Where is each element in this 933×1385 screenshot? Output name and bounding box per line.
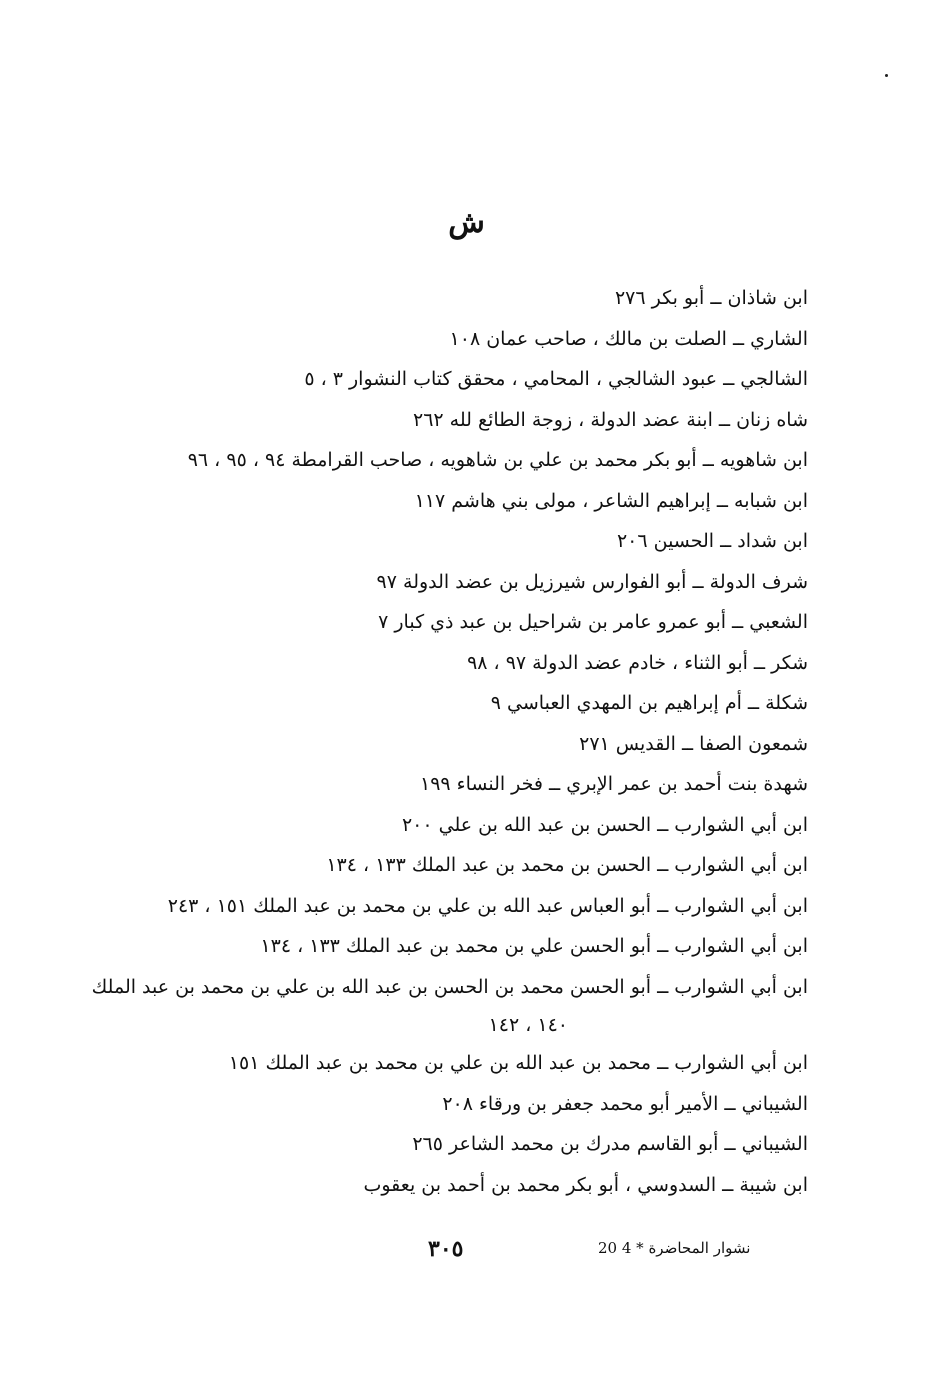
entry-text: الشيباني ــ الأمير أبو محمد جعفر بن ورقاء ٢٠٨ xyxy=(442,1092,808,1115)
index-entry xyxy=(108,440,808,481)
index-entry xyxy=(108,562,808,603)
entry-text: شكر ــ أبو الثناء ، خادم عضد الدولة ٩٧ ، ٩٨ xyxy=(467,651,808,674)
index-entry xyxy=(108,805,808,846)
index-entry xyxy=(108,278,808,319)
index-entry xyxy=(108,359,808,400)
index-entry xyxy=(108,1084,808,1125)
index-entry xyxy=(108,1165,808,1206)
entry-text: الشالجي ــ عبود الشالجي ، المحامي ، محقق كتاب النشوار ٣ ، ٥ xyxy=(304,368,808,390)
ink-speck xyxy=(885,74,888,77)
index-entry xyxy=(108,521,808,562)
entry-text: الشيباني ــ أبو القاسم مدرك بن محمد الشاعر ٢٦٥ xyxy=(412,1133,808,1155)
page-footer xyxy=(0,1236,933,1266)
index-entry xyxy=(108,319,808,360)
page-number: ٣٠٥ xyxy=(428,1236,464,1262)
entry-continuation: ١٤٠ ، ١٤٢ xyxy=(488,1014,568,1036)
index-entry xyxy=(108,926,808,967)
index-entry xyxy=(108,481,808,522)
index-entry xyxy=(108,886,808,927)
index-entry xyxy=(91,967,808,1044)
index-entry xyxy=(108,724,808,765)
index-entries xyxy=(91,278,808,1205)
entry-text: ابن أبي الشوارب ــ الحسن بن محمد بن عبد الملك ١٣٣ ، ١٣٤ xyxy=(326,854,808,876)
section-letter: ش xyxy=(448,205,485,240)
entry-text: ابن شبابه ــ إبراهيم الشاعر ، مولى بني هاشم ١١٧ xyxy=(414,489,808,512)
entry-text: ابن شاذان ــ أبو بكر ٢٧٦ xyxy=(614,287,808,309)
entry-text: الشعبي ــ أبو عمرو عامر بن شراحيل بن عبد ذي كبار ٧ xyxy=(378,611,808,633)
entry-text: ابن أبي الشوارب ــ أبو الحسن علي بن محمد بن عبد الملك ١٣٣ ، ١٣٤ xyxy=(260,935,808,957)
index-entry xyxy=(108,683,808,724)
entry-text: ابن شداد ــ الحسين ٢٠٦ xyxy=(616,530,808,552)
entry-text: شكلة ــ أم إبراهيم بن المهدي العباسي ٩ xyxy=(490,692,808,714)
index-entry xyxy=(108,643,808,684)
index-entry xyxy=(108,602,808,643)
printer-signature: 20 نشوار المحاضرة * 4 xyxy=(598,1239,751,1257)
entry-text: شرف الدولة ــ أبو الفوارس شيرزيل بن عضد الدولة ٩٧ xyxy=(376,570,808,593)
index-entry xyxy=(108,764,808,805)
index-entry xyxy=(108,1124,808,1165)
index-entry xyxy=(108,1043,808,1084)
entry-text: ابن أبي الشوارب ــ أبو الحسن محمد بن الحسن بن عبد الله بن علي بن محمد بن عبد الملك xyxy=(91,975,808,998)
entry-text: ابن أبي الشوارب ــ محمد بن عبد الله بن علي بن محمد بن عبد الملك ١٥١ xyxy=(228,1052,808,1074)
index-entry xyxy=(108,845,808,886)
index-entry xyxy=(108,400,808,441)
entry-text: ابن شاهويه ــ أبو بكر محمد بن علي بن شاهويه ، صاحب القرامطة ٩٤ ، ٩٥ ، ٩٦ xyxy=(187,449,808,471)
entry-text: شمعون الصفا ــ القديس ٢٧١ xyxy=(579,732,808,755)
entry-text: ابن شيبة ــ السدوسي ، أبو بكر محمد بن أحمد بن يعقوب xyxy=(363,1173,808,1196)
entry-text: ابن أبي الشوارب ــ الحسن بن عبد الله بن علي ٢٠٠ xyxy=(401,813,808,836)
entry-text: شاه زنان ــ ابنة عضد الدولة ، زوجة الطائع لله ٢٦٢ xyxy=(412,408,808,431)
entry-text: شهدة بنت أحمد بن عمر الإبري ــ فخر النساء ١٩٩ xyxy=(420,773,808,795)
entry-text: ابن أبي الشوارب ــ أبو العباس عبد الله بن علي بن محمد بن عبد الملك ١٥١ ، ٢٤٣ xyxy=(167,894,808,917)
entry-text: الشاري ــ الصلت بن مالك ، صاحب عمان ١٠٨ xyxy=(449,327,808,350)
